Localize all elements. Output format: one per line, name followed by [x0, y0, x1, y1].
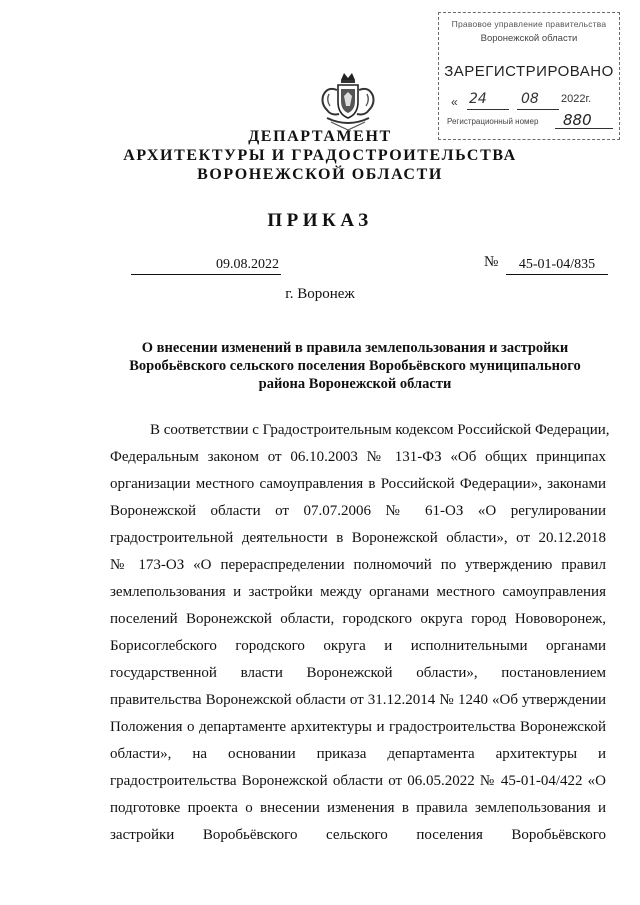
order-number: 45-01-04/835 [506, 256, 608, 275]
body-line: правительства Воронежской области от 31.12.2014 № 1240 «Об утверждении [110, 692, 606, 708]
body-line: поселений Воронежской области, городского округа город Нововоронеж, [110, 611, 606, 627]
body-line: Положения о департаменте архитектуры и градостроительства Воронежской [110, 719, 606, 735]
body-line: № 173-ОЗ «О перераспределении полномочий по утверждению правил [110, 557, 606, 573]
stamp-registered-label: ЗАРЕГИСТРИРОВАНО [444, 63, 614, 80]
stamp-reg-number [447, 111, 613, 129]
department-name-line1: ДЕПАРТАМЕНТ [248, 128, 392, 145]
order-title [110, 339, 600, 393]
body-line: градостроительной деятельности в Воронежской области», от 20.12.2018 [110, 530, 606, 546]
order-city: г. Воронеж [285, 286, 355, 302]
department-name-line2: АРХИТЕКТУРЫ И ГРАДОСТРОИТЕЛЬСТВА [123, 147, 517, 164]
stamp-day-underline [467, 109, 509, 110]
order-number-prefix: № [484, 254, 499, 270]
stamp-date-year: 2022г. [561, 93, 592, 105]
stamp-date-quote: « [451, 95, 458, 109]
body-line: Воронежской области от 07.07.2006 № 61-ОЗ «О регулировании [110, 503, 606, 519]
order-title-line: района Воронежской области [258, 376, 452, 392]
body-line: застройки Воробьёвского сельского поселения Воробьёвского [110, 827, 606, 843]
stamp-date [449, 93, 609, 111]
body-line: Борисоглебского городского округа и исполнительными органами [110, 638, 606, 654]
body-line: государственной власти Воронежской области», постановлением [110, 665, 606, 681]
stamp-authority: Правовое управление правительства [451, 19, 607, 29]
document-type-title: ПРИКАЗ [267, 210, 373, 231]
stamp-date-day: 24 [469, 91, 487, 107]
body-line: В соответствии с Градостроительным кодексом Российской Федерации, [150, 422, 610, 438]
body-line: области», на основании приказа департамента архитектуры и [110, 746, 606, 762]
body-line: организации местного самоуправления в Российской Федерации», законами [110, 476, 606, 492]
order-title-line: Воробьёвского сельского поселения Воробьёвского муниципального [129, 358, 581, 374]
stamp-reg-label: Регистрационный номер [447, 117, 539, 126]
department-name-line3: ВОРОНЕЖСКОЙ ОБЛАСТИ [197, 166, 443, 183]
body-line: Федеральным законом от 06.10.2003 № 131-ФЗ «Об общих принципах [110, 449, 606, 465]
stamp-region: Воронежской области [480, 33, 578, 44]
registration-stamp [438, 12, 620, 140]
stamp-date-month: 08 [521, 91, 539, 107]
stamp-month-underline [517, 109, 559, 110]
body-line: землепользования и застройки между органами местного самоуправления [110, 584, 606, 600]
order-date: 09.08.2022 [131, 256, 281, 275]
body-line: подготовке проекта о внесении изменения в правила землепользования и [110, 800, 606, 816]
stamp-reg-value: 880 [563, 111, 592, 129]
coat-of-arms-icon [317, 70, 379, 134]
order-title-line: О внесении изменений в правила землепользования и застройки [141, 340, 569, 356]
body-line: градостроительства Воронежской области от 06.05.2022 № 45-01-04/422 «О [110, 773, 606, 789]
